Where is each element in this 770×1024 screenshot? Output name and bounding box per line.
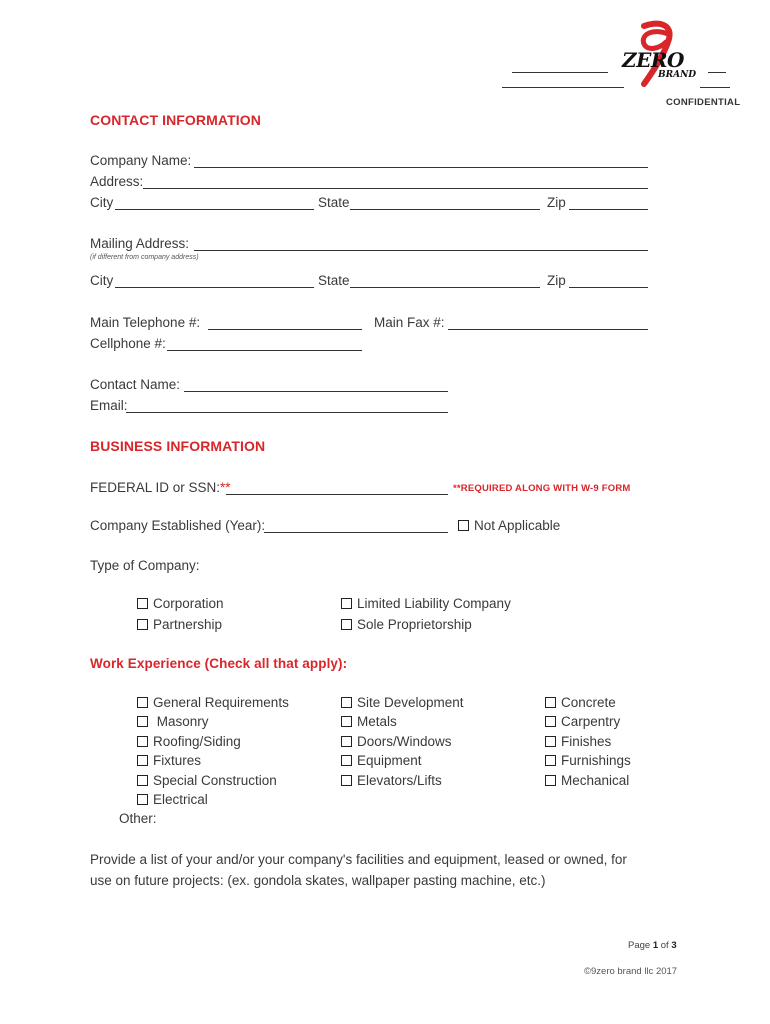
- checkbox[interactable]: [341, 736, 352, 747]
- work-concrete[interactable]: [545, 695, 616, 710]
- work-electrical[interactable]: [137, 792, 208, 807]
- mailing-zip-field[interactable]: [569, 287, 648, 288]
- option-label: Roofing/Siding: [153, 734, 241, 749]
- checkbox[interactable]: [137, 697, 148, 708]
- type-partnership[interactable]: [137, 617, 222, 632]
- checkbox[interactable]: [341, 619, 352, 630]
- checkbox[interactable]: [341, 755, 352, 766]
- mailing-state-field[interactable]: [350, 287, 540, 288]
- checkbox[interactable]: [545, 736, 556, 747]
- established-label: Company Established (Year):: [90, 518, 266, 533]
- contact-heading: CONTACT INFORMATION: [90, 112, 261, 128]
- copyright: ©9zero brand llc 2017: [584, 966, 678, 977]
- option-label: Finishes: [561, 734, 612, 749]
- checkbox[interactable]: [137, 736, 148, 747]
- work-site-development[interactable]: [341, 695, 464, 710]
- facilities-instructions: [90, 849, 660, 891]
- city-field[interactable]: [115, 209, 314, 210]
- option-label: Limited Liability Company: [357, 596, 511, 611]
- contact-name-field[interactable]: [184, 391, 448, 392]
- page-word: Page: [628, 940, 651, 951]
- mailing-city-field[interactable]: [115, 287, 314, 288]
- work-carpentry[interactable]: [545, 714, 620, 729]
- option-label: General Requirements: [153, 695, 289, 710]
- checkbox[interactable]: [137, 598, 148, 609]
- main-fax-field[interactable]: [448, 329, 648, 330]
- checkbox[interactable]: [545, 775, 556, 786]
- cellphone-label: Cellphone #:: [90, 336, 166, 351]
- option-label: Site Development: [357, 695, 464, 710]
- address-label: Address:: [90, 174, 144, 189]
- option-label: Equipment: [357, 753, 422, 768]
- option-label: Electrical: [153, 792, 208, 807]
- company-logo: [614, 20, 706, 88]
- checkbox[interactable]: [137, 775, 148, 786]
- work-fixtures[interactable]: [137, 753, 201, 768]
- work-elevators-lifts[interactable]: [341, 773, 442, 788]
- checkbox[interactable]: [137, 716, 148, 727]
- federal-id-label: [90, 480, 231, 495]
- type-corporation[interactable]: [137, 596, 224, 611]
- checkbox[interactable]: [137, 755, 148, 766]
- checkbox[interactable]: [341, 697, 352, 708]
- main-telephone-field[interactable]: [208, 329, 362, 330]
- checkbox[interactable]: [545, 755, 556, 766]
- checkbox[interactable]: [341, 716, 352, 727]
- of-word: of: [660, 940, 669, 951]
- federal-id-field[interactable]: [226, 494, 448, 495]
- page-number: [628, 940, 677, 951]
- option-label: Mechanical: [561, 773, 630, 788]
- checkbox[interactable]: [545, 697, 556, 708]
- work-doors-windows[interactable]: [341, 734, 452, 749]
- checkbox[interactable]: [137, 794, 148, 805]
- checkbox[interactable]: [137, 619, 148, 630]
- work-finishes[interactable]: [545, 734, 611, 749]
- other-label: Other:: [119, 811, 157, 826]
- facilities-line-2: use on future projects: (ex. gondola skates, wallpaper pasting machine, etc.): [90, 873, 546, 888]
- company-name-field[interactable]: [194, 167, 648, 168]
- work-mechanical[interactable]: [545, 773, 629, 788]
- email-label: Email:: [90, 398, 128, 413]
- option-label: Masonry: [153, 714, 209, 729]
- option-label: Fixtures: [153, 753, 202, 768]
- page-current: 1: [652, 940, 659, 951]
- checkbox[interactable]: [545, 716, 556, 727]
- not-applicable-checkbox[interactable]: [458, 520, 469, 531]
- type-sole-proprietorship[interactable]: [341, 617, 472, 632]
- option-label: Doors/Windows: [357, 734, 452, 749]
- option-label: Carpentry: [561, 714, 621, 729]
- confidential-label: CONFIDENTIAL: [666, 97, 741, 108]
- work-equipment[interactable]: [341, 753, 422, 768]
- main-telephone-label: Main Telephone #:: [90, 315, 201, 330]
- option-label: Concrete: [561, 695, 616, 710]
- option-label: Special Construction: [153, 773, 277, 788]
- option-label: Furnishings: [561, 753, 631, 768]
- state-label: State: [318, 195, 350, 210]
- cellphone-field[interactable]: [167, 350, 362, 351]
- logo-text-main: ZERO: [622, 48, 684, 72]
- work-masonry[interactable]: [137, 714, 209, 729]
- required-note: **REQUIRED ALONG WITH W-9 FORM: [453, 483, 631, 494]
- work-special-construction[interactable]: [137, 773, 277, 788]
- type-llc[interactable]: [341, 596, 511, 611]
- checkbox[interactable]: [341, 598, 352, 609]
- business-heading: BUSINESS INFORMATION: [90, 438, 266, 454]
- mailing-address-field[interactable]: [194, 250, 648, 251]
- mailing-zip-label: Zip: [547, 273, 566, 288]
- company-name-label: Company Name:: [90, 153, 192, 168]
- checkbox[interactable]: [341, 775, 352, 786]
- state-field[interactable]: [350, 209, 540, 210]
- type-of-company-label: Type of Company:: [90, 558, 200, 573]
- city-label: City: [90, 195, 114, 210]
- not-applicable-option[interactable]: [458, 518, 560, 533]
- option-label: Sole Proprietorship: [357, 617, 472, 632]
- mailing-address-label: Mailing Address:: [90, 236, 190, 251]
- option-label: Partnership: [153, 617, 223, 632]
- established-field[interactable]: [264, 532, 448, 533]
- work-metals[interactable]: [341, 714, 397, 729]
- option-label: Corporation: [153, 596, 224, 611]
- mailing-state-label: State: [318, 273, 350, 288]
- work-general-requirements[interactable]: [137, 695, 289, 710]
- option-label: Elevators/Lifts: [357, 773, 442, 788]
- facilities-line-1: Provide a list of your and/or your company's facilities and equipment, leased or owned, for: [90, 852, 627, 867]
- email-field[interactable]: [126, 412, 448, 413]
- page-total: 3: [671, 940, 677, 951]
- federal-id-label-text: FEDERAL ID or SSN:: [90, 480, 221, 495]
- address-field[interactable]: [143, 188, 648, 189]
- mailing-city-label: City: [90, 273, 114, 288]
- zip-label: Zip: [547, 195, 566, 210]
- logo-text-sub: BRAND: [658, 70, 697, 80]
- contact-name-label: Contact Name:: [90, 377, 181, 392]
- work-experience-heading: Work Experience (Check all that apply):: [90, 656, 348, 671]
- option-label: Metals: [357, 714, 397, 729]
- work-roofing-siding[interactable]: [137, 734, 241, 749]
- zip-field[interactable]: [569, 209, 648, 210]
- main-fax-label: Main Fax #:: [374, 315, 445, 330]
- mailing-address-note: (if different from company address): [90, 254, 199, 261]
- federal-id-stars: **: [220, 480, 231, 495]
- not-applicable-label: Not Applicable: [474, 518, 561, 533]
- work-furnishings[interactable]: [545, 753, 631, 768]
